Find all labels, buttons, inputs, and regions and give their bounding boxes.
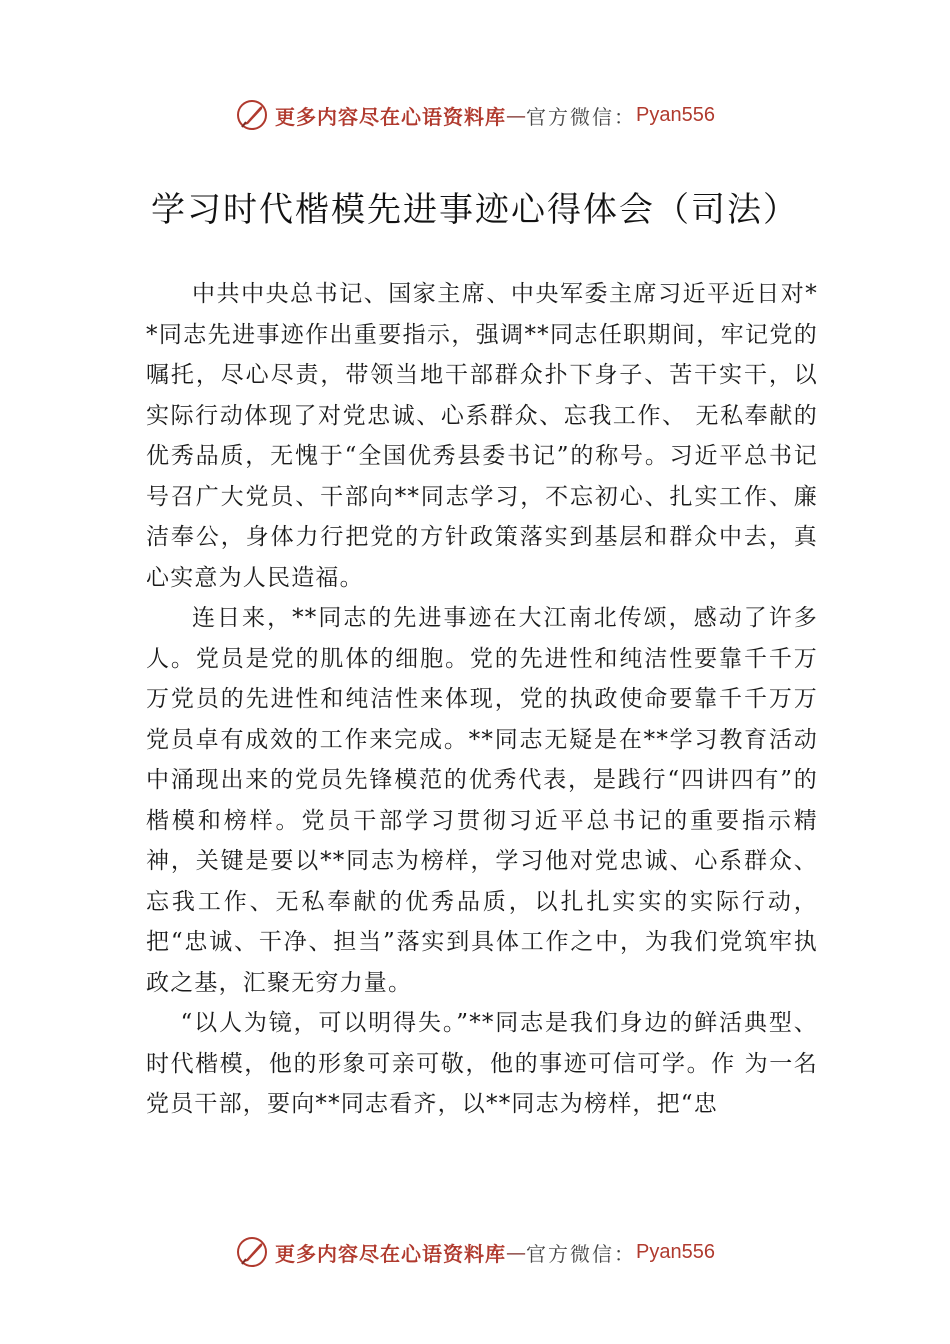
header-banner — [0, 95, 950, 135]
quill-pen-logo-icon — [235, 1235, 269, 1269]
banner-main-text: 更多内容尽在心语资料库 — [275, 1241, 507, 1266]
paragraph-3: “以人为镜，可以明得失。”**同志是我们身边的鲜活典型、时代楷模，他的形象可亲可敬，他的事迹可信可学。作 为一名党员干部，要向**同志看齐，以**同志为榜样，把“忠 — [146, 1010, 818, 1117]
paragraph-1: 中共中央总书记、国家主席、中央军委主席习近平近日对**同志先进事迹作出重要指示，强调**同志任职期间，牢记党的嘱托，尽心尽责，带领当地干部群众扑下身子、苦干实干，以实际行动体现了对党忠诚、心系群众、忘我工作、 无私奉献的优秀品质，无愧于“全国优秀县委书记”的称号。习近平总书记号召广大党员、干部向**同志学习，不忘初心、扎实工作、廉洁奉公，身体力行把党的方针政策落实到基层和群众中去，真心实意为人民造福。 — [146, 281, 818, 591]
document-title: 学习时代楷模先进事迹心得体会（司法） — [151, 190, 799, 230]
banner-wechat-id: Pyan556 — [636, 1240, 715, 1263]
banner-dash: — — [506, 103, 527, 127]
banner-wechat-label: 官方微信： — [526, 104, 637, 129]
document-body — [146, 274, 818, 1125]
banner-wechat-id: Pyan556 — [636, 103, 715, 126]
banner-dash: — — [506, 1240, 527, 1264]
quill-pen-logo-icon — [235, 98, 269, 132]
banner-wechat-label: 官方微信： — [526, 1241, 637, 1266]
banner-main-text: 更多内容尽在心语资料库 — [275, 104, 507, 129]
footer-banner — [0, 1232, 950, 1272]
paragraph-2: 连日来，**同志的先进事迹在大江南北传颂，感动了许多人。党员是党的肌体的细胞。党的先进性和纯洁性要靠千千万万党员的先进性和纯洁性来体现，党的执政使命要靠千千万万党员卓有成效的工作来完成。**同志无疑是在**学习教育活动中涌现出来的党员先锋模范的优秀代表，是践行“四讲四有”的楷模和榜样。党员干部学习贯彻习近平总书记的重要指示精神，关键是要以**同志为榜样，学习他对党忠诚、心系群众、忘我工作、无私奉献的优秀品质，以扎扎实实的实际行动，把“忠诚、干净、担当”落实到具体工作之中，为我们党筑牢执政之基，汇聚无穷力量。 — [146, 605, 818, 996]
